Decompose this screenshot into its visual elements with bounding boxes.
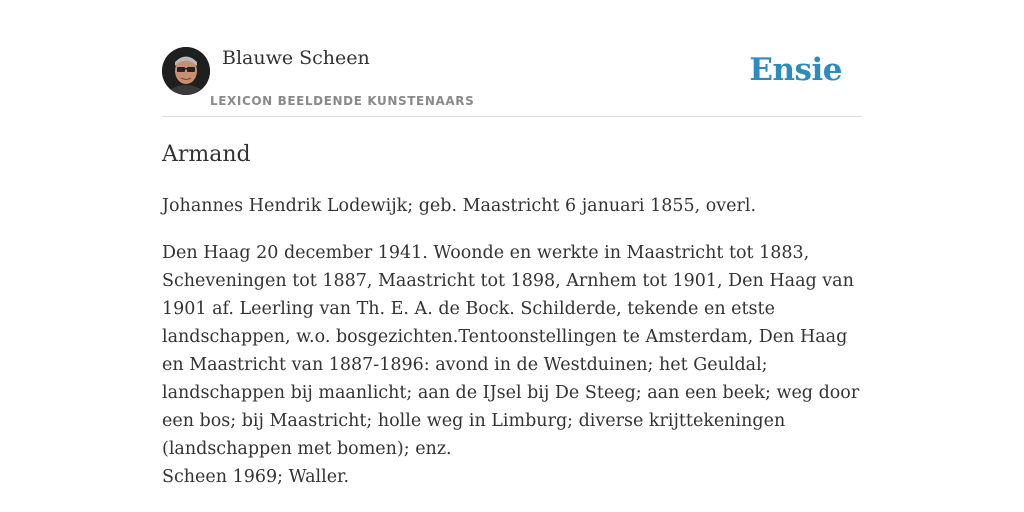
article-paragraph: Johannes Hendrik Lodewijk; geb. Maastricht 6 januari 1855, overl. (162, 196, 757, 216)
article-paragraph: Den Haag 20 december 1941. Woonde en werkte in Maastricht tot 1883, Scheveningen tot 1887, Maastricht tot 1898, Arnhem tot 1901, Den Haag van 1901 af. Leerling van Th. E. A. de Bock. Schilderde, tekende en etste landschappen, w.o. bosgezichten.Tentoonstellingen te Amsterdam, Den Haag en Maastricht van 1887-1896: avond in de Westduinen; het Geuldal; landschappen bij maanlicht; aan de IJsel bij De Steeg; aan een beek; weg door een bos; bij Maastricht; holle weg in Limburg; diverse krijttekeningen (landschappen met bomen); enz. (162, 243, 860, 459)
header (162, 0, 862, 117)
source-label[interactable]: LEXICON BEELDENDE KUNSTENAARS (210, 94, 475, 108)
article-paragraph: Scheen 1969; Waller. (162, 467, 350, 487)
article-title: Armand (162, 142, 251, 167)
brand-logo[interactable]: Ensie (749, 52, 842, 88)
author-photo-icon (162, 47, 210, 95)
avatar[interactable] (162, 47, 210, 95)
author-name[interactable]: Blauwe Scheen (222, 47, 370, 69)
page-container (162, 0, 862, 512)
